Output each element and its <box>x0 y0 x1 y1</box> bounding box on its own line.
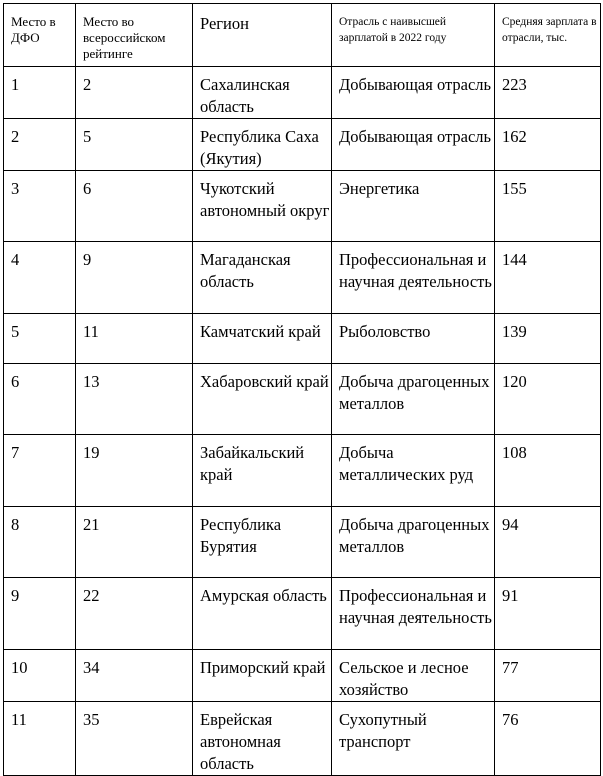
table-row <box>4 314 601 364</box>
cell-place-russia: 5 <box>76 119 193 171</box>
cell-region: Сахалинская область <box>193 67 332 119</box>
salary-ranking-table <box>3 3 601 776</box>
cell-salary: 76 <box>495 702 601 776</box>
cell-industry: Добыча драгоценных металлов <box>332 364 495 435</box>
header-place-russia: Место во всероссийском рейтинге <box>76 4 193 67</box>
cell-place-dfo: 5 <box>4 314 76 364</box>
cell-industry: Профессиональная и научная деятельность <box>332 242 495 314</box>
table-row <box>4 578 601 650</box>
header-region: Регион <box>193 4 332 67</box>
cell-region: Амурская область <box>193 578 332 650</box>
cell-place-russia: 19 <box>76 435 193 507</box>
cell-industry: Профессиональная и научная деятельность <box>332 578 495 650</box>
cell-place-dfo: 9 <box>4 578 76 650</box>
cell-salary: 94 <box>495 507 601 578</box>
table-row <box>4 119 601 171</box>
header-avg-salary: Средняя зарплата в отрасли, тыс. <box>495 4 601 67</box>
cell-place-dfo: 11 <box>4 702 76 776</box>
cell-region: Приморский край <box>193 650 332 702</box>
cell-place-russia: 35 <box>76 702 193 776</box>
table-row <box>4 507 601 578</box>
cell-salary: 77 <box>495 650 601 702</box>
table-row <box>4 650 601 702</box>
cell-industry: Добыча металлических руд <box>332 435 495 507</box>
cell-place-russia: 2 <box>76 67 193 119</box>
cell-place-dfo: 7 <box>4 435 76 507</box>
cell-place-dfo: 8 <box>4 507 76 578</box>
cell-region: Магаданская область <box>193 242 332 314</box>
cell-place-dfo: 10 <box>4 650 76 702</box>
cell-industry: Сельское и лесное хозяйство <box>332 650 495 702</box>
cell-place-russia: 34 <box>76 650 193 702</box>
cell-place-dfo: 1 <box>4 67 76 119</box>
cell-place-russia: 6 <box>76 171 193 242</box>
cell-place-russia: 11 <box>76 314 193 364</box>
cell-salary: 108 <box>495 435 601 507</box>
table-row <box>4 242 601 314</box>
table-row <box>4 702 601 776</box>
cell-salary: 144 <box>495 242 601 314</box>
cell-place-dfo: 4 <box>4 242 76 314</box>
cell-place-dfo: 6 <box>4 364 76 435</box>
cell-region: Республика Бурятия <box>193 507 332 578</box>
header-row <box>4 4 601 67</box>
cell-industry: Добывающая отрасль <box>332 67 495 119</box>
cell-place-russia: 13 <box>76 364 193 435</box>
table-row <box>4 171 601 242</box>
cell-salary: 223 <box>495 67 601 119</box>
cell-industry: Добывающая отрасль <box>332 119 495 171</box>
cell-region: Камчатский край <box>193 314 332 364</box>
cell-region: Забайкальский край <box>193 435 332 507</box>
cell-place-russia: 9 <box>76 242 193 314</box>
cell-salary: 155 <box>495 171 601 242</box>
table-row <box>4 364 601 435</box>
cell-place-russia: 22 <box>76 578 193 650</box>
header-top-industry: Отрасль с наивысшей зарплатой в 2022 году <box>332 4 495 67</box>
cell-region: Чукотский автономный округ <box>193 171 332 242</box>
cell-region: Хабаровский край <box>193 364 332 435</box>
table-row <box>4 67 601 119</box>
cell-region: Республика Саха (Якутия) <box>193 119 332 171</box>
cell-industry: Энергетика <box>332 171 495 242</box>
header-place-dfo: Место в ДФО <box>4 4 76 67</box>
cell-industry: Рыболовство <box>332 314 495 364</box>
table-row <box>4 435 601 507</box>
cell-salary: 120 <box>495 364 601 435</box>
cell-industry: Сухопутный транспорт <box>332 702 495 776</box>
cell-place-dfo: 3 <box>4 171 76 242</box>
cell-place-russia: 21 <box>76 507 193 578</box>
cell-salary: 91 <box>495 578 601 650</box>
cell-industry: Добыча драгоценных металлов <box>332 507 495 578</box>
cell-salary: 162 <box>495 119 601 171</box>
cell-place-dfo: 2 <box>4 119 76 171</box>
table-body <box>4 4 601 776</box>
cell-salary: 139 <box>495 314 601 364</box>
cell-region: Еврейская автономная область <box>193 702 332 776</box>
